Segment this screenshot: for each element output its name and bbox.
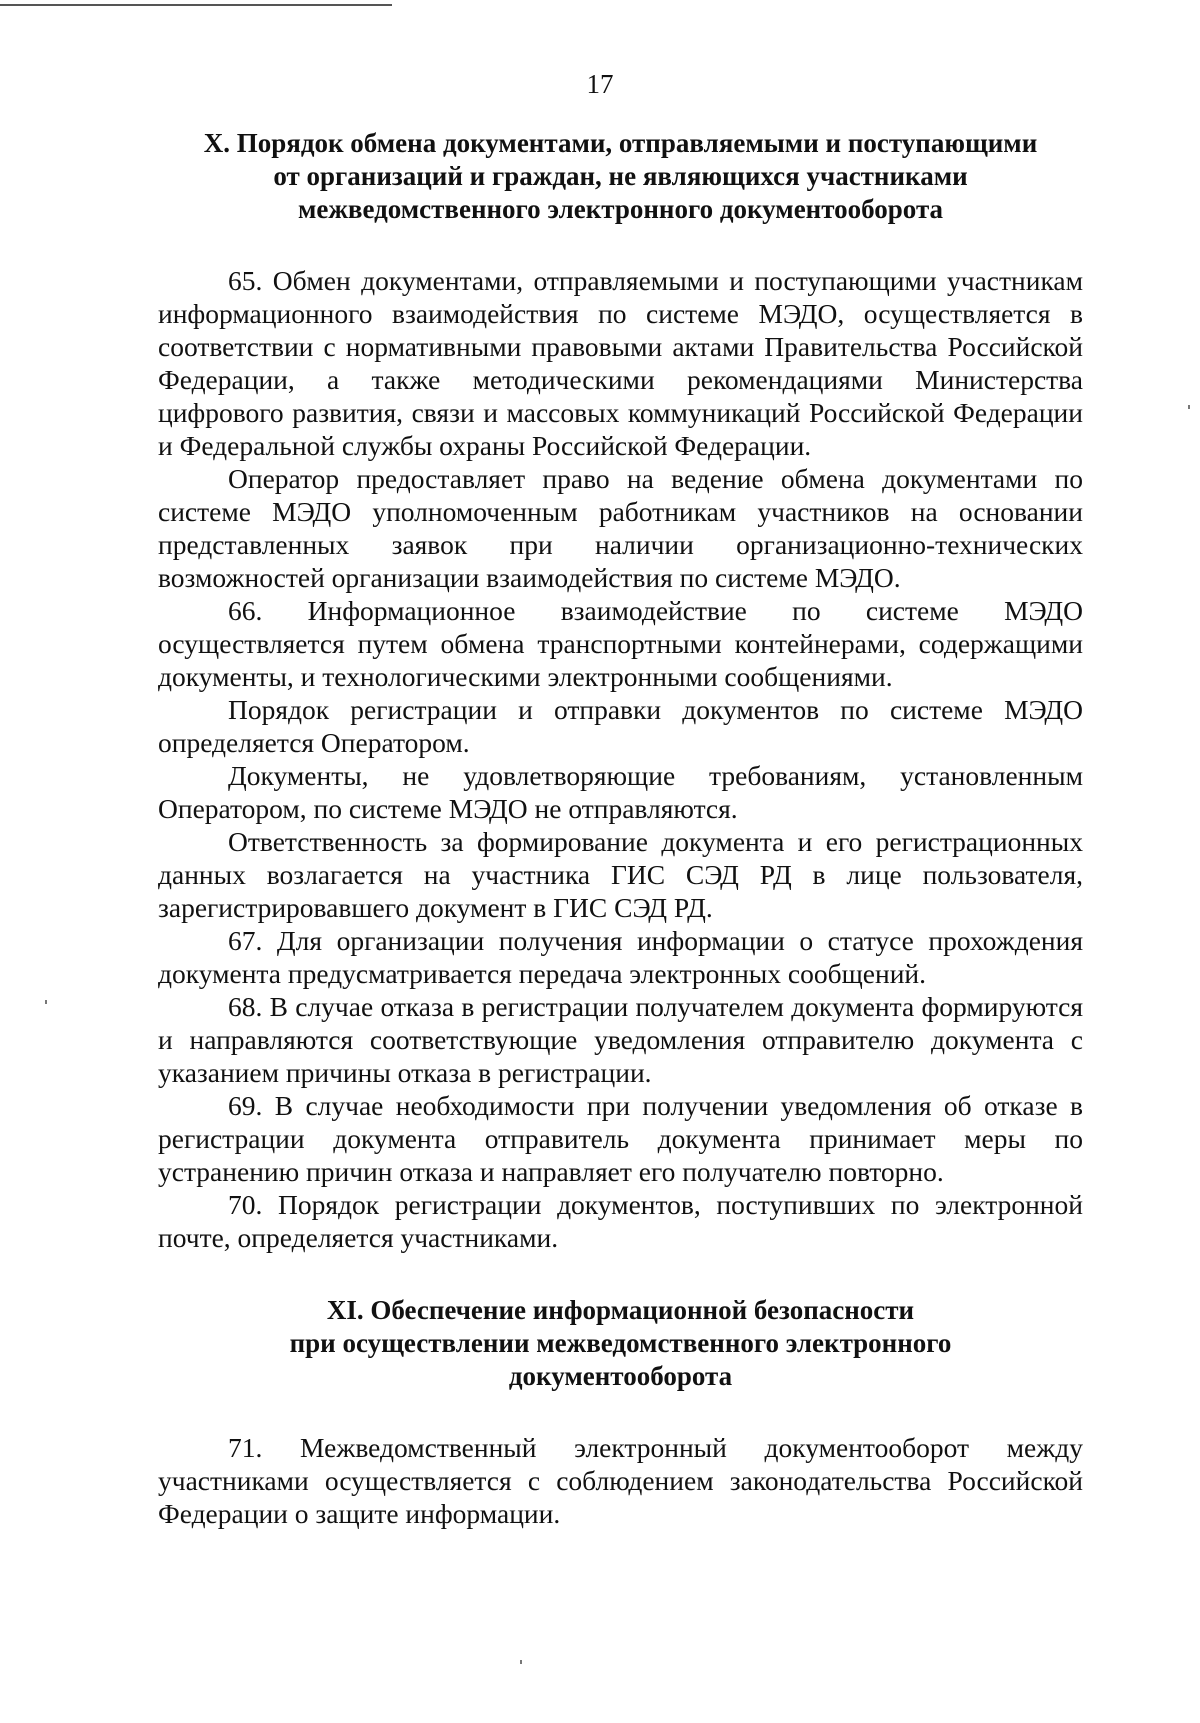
paragraph-registration-order: Порядок регистрации и отправки документов по системе МЭДО определяется Оператором. xyxy=(158,694,1083,758)
section-x-heading xyxy=(158,127,1083,226)
paragraph-71: 71. Межведомственный электронный документооборот между участниками осуществляется с соблюдением законодательства Российской Федерации о защите информации. xyxy=(158,1432,1083,1529)
section-x-heading-line: межведомственного электронного документооборота xyxy=(297,194,944,224)
paragraph-responsibility: Ответственность за формирование документа и его регистрационных данных возлагается на участника ГИС СЭД РД в лице пользователя, зарегистрировавшего документ в ГИС СЭД РД. xyxy=(158,826,1083,923)
paragraph-69: 69. В случае необходимости при получении уведомления об отказе в регистрации документа отправитель документа принимает меры по устранению причин отказа и направляет его получателю повторно. xyxy=(158,1090,1083,1187)
scan-speck xyxy=(45,1000,47,1004)
scan-speck xyxy=(520,1660,522,1664)
paragraph-68: 68. В случае отказа в регистрации получателем документа формируются и направляются соответствующие уведомления отправителю документа с указанием причины отказа в регистрации. xyxy=(158,991,1083,1088)
section-xi-heading-line: XI. Обеспечение информационной безопасности xyxy=(326,1295,915,1325)
scan-edge-line xyxy=(0,4,392,6)
page-number: 17 xyxy=(586,69,614,99)
paragraph-operator-rights: Оператор предоставляет право на ведение обмена документами по системе МЭДО уполномоченным работникам участников на основании представленных заявок при наличии организационно-технических возможностей организации взаимодействия по системе МЭДО. xyxy=(158,463,1083,593)
paragraph-non-compliant-documents: Документы, не удовлетворяющие требованиям, установленным Оператором, по системе МЭДО не отправляются. xyxy=(158,760,1083,824)
section-xi-heading-line: документооборота xyxy=(508,1361,733,1391)
paragraph-67: 67. Для организации получения информации о статусе прохождения документа предусматривается передача электронных сообщений. xyxy=(158,925,1083,989)
paragraph-65: 65. Обмен документами, отправляемыми и поступающими участникам информационного взаимодействия по системе МЭДО, осуществляется в соответствии с нормативными правовыми актами Правительства Российской Федерации, а также методическими рекомендациями Министерства цифрового развития, связи и массовых коммуникаций Российской Федерации и Федеральной службы охраны Российской Федерации. xyxy=(158,265,1083,461)
section-x-heading-line: X. Порядок обмена документами, отправляемыми и поступающими xyxy=(203,128,1038,158)
section-xi-heading-line: при осуществлении межведомственного электронного xyxy=(289,1328,952,1358)
scan-speck xyxy=(1188,405,1190,409)
document-body xyxy=(158,127,1083,1530)
paragraph-66: 66. Информационное взаимодействие по системе МЭДО осуществляется путем обмена транспортными контейнерами, содержащими документы, и технологическими электронными сообщениями. xyxy=(158,595,1083,692)
paragraph-70: 70. Порядок регистрации документов, поступивших по электронной почте, определяется участниками. xyxy=(158,1189,1083,1253)
section-x-heading-line: от организаций и граждан, не являющихся участниками xyxy=(273,161,968,191)
section-xi-heading xyxy=(158,1294,1083,1393)
